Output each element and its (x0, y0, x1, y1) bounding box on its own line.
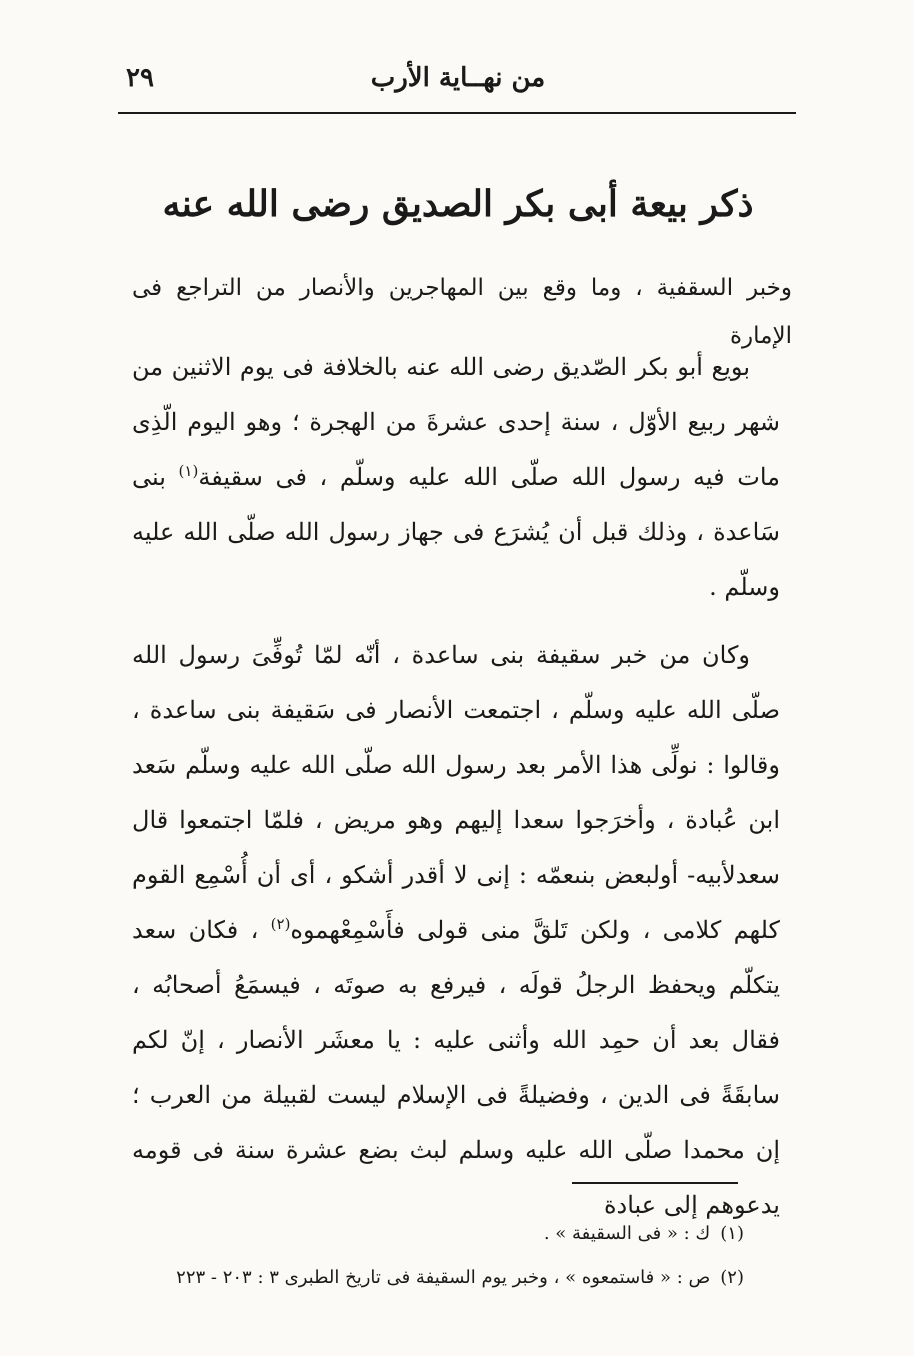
page-number: ٢٩ (126, 63, 154, 93)
paragraph-2 (132, 628, 780, 1233)
chapter-title: ذكر بيعة أبى بكر الصديق رضى الله عنه (162, 183, 754, 225)
paragraph-1-continuation: بنى سَاعدة ، وذلك قبل أن يُشرَع فى جهاز رسول الله صلّى الله عليه وسلّم . (132, 463, 780, 601)
footnote-ref-2: (٢) (270, 915, 291, 933)
footnote-1 (120, 1212, 744, 1256)
footnotes (120, 1212, 744, 1300)
footnote-2-text: ص : « فاستمعوه » ، وخبر يوم السقيفة فى تاريخ الطبرى ٣ : ٢٠٣ - ٢٢٣ (176, 1267, 711, 1288)
footnote-ref-1: (١) (178, 462, 199, 480)
paragraph-2-continuation: ، فكان سعد يتكلّم ويحفظ الرجلُ قولَه ، فيرفع به صوتَه ، فيسمَعُ أصحابُه ، فقال بعد أن حمِد الله وأثنى عليه : يا معشَر الأنصار ، إنّ لكم سابقَةً فى الدين ، وفضيلةً فى الإسلام ليست لقبيلة من العرب ؛ إن محمدا صلّى الله عليه وسلم لبث بضع عشرة سنة فى قومه يدعوهم إلى عبادة (132, 916, 780, 1219)
chapter-subtitle: وخبر السقفية ، وما وقع بين المهاجرين والأنصار من التراجع فى الإمارة (132, 275, 792, 349)
footnote-2-marker: (٢) (720, 1267, 744, 1288)
paragraph-1-text: بويع أبو بكر الصّديق رضى الله عنه بالخلافة فى يوم الاثنين من شهر ربيع الأوّل ، سنة إحدى عشرةَ من الهجرة ؛ وهو اليوم الّذِى مات فيه رسول الله صلّى الله عليه وسلّم ، فى سقيفة (132, 353, 780, 491)
footnote-rule (572, 1182, 738, 1184)
running-head (120, 58, 796, 102)
paragraph-2-text: وكان من خبر سقيفة بنى ساعدة ، أنّه لمّا تُوفِّىَ رسول الله صلّى الله عليه وسلّم ، اجتمعت الأنصار فى سَقيفة بنى ساعدة ، وقالوا : نولِّى هذا الأمر بعد رسول الله صلّى الله عليه وسلّم سَعد ابن عُبادة ، وأخرَجوا سعدا إليهم وهو مريض ، فلمّا اجتمعوا قال سعدلأبيه- أولبعض بنىعمّه : إنى لا أقدر أشكو ، أى أن أُسْمِع القوم كلهم كلامى ، ولكن تَلقَّ منى قولى فأَسْمِعْهموه (132, 641, 780, 944)
header-rule (118, 112, 796, 114)
footnote-1-text: ك : « فى السقيفة » . (543, 1223, 711, 1244)
paragraph-1 (132, 340, 780, 615)
running-title: من نهــاية الأرب (370, 63, 546, 93)
footnote-1-marker: (١) (720, 1223, 744, 1244)
footnote-2 (120, 1256, 744, 1300)
